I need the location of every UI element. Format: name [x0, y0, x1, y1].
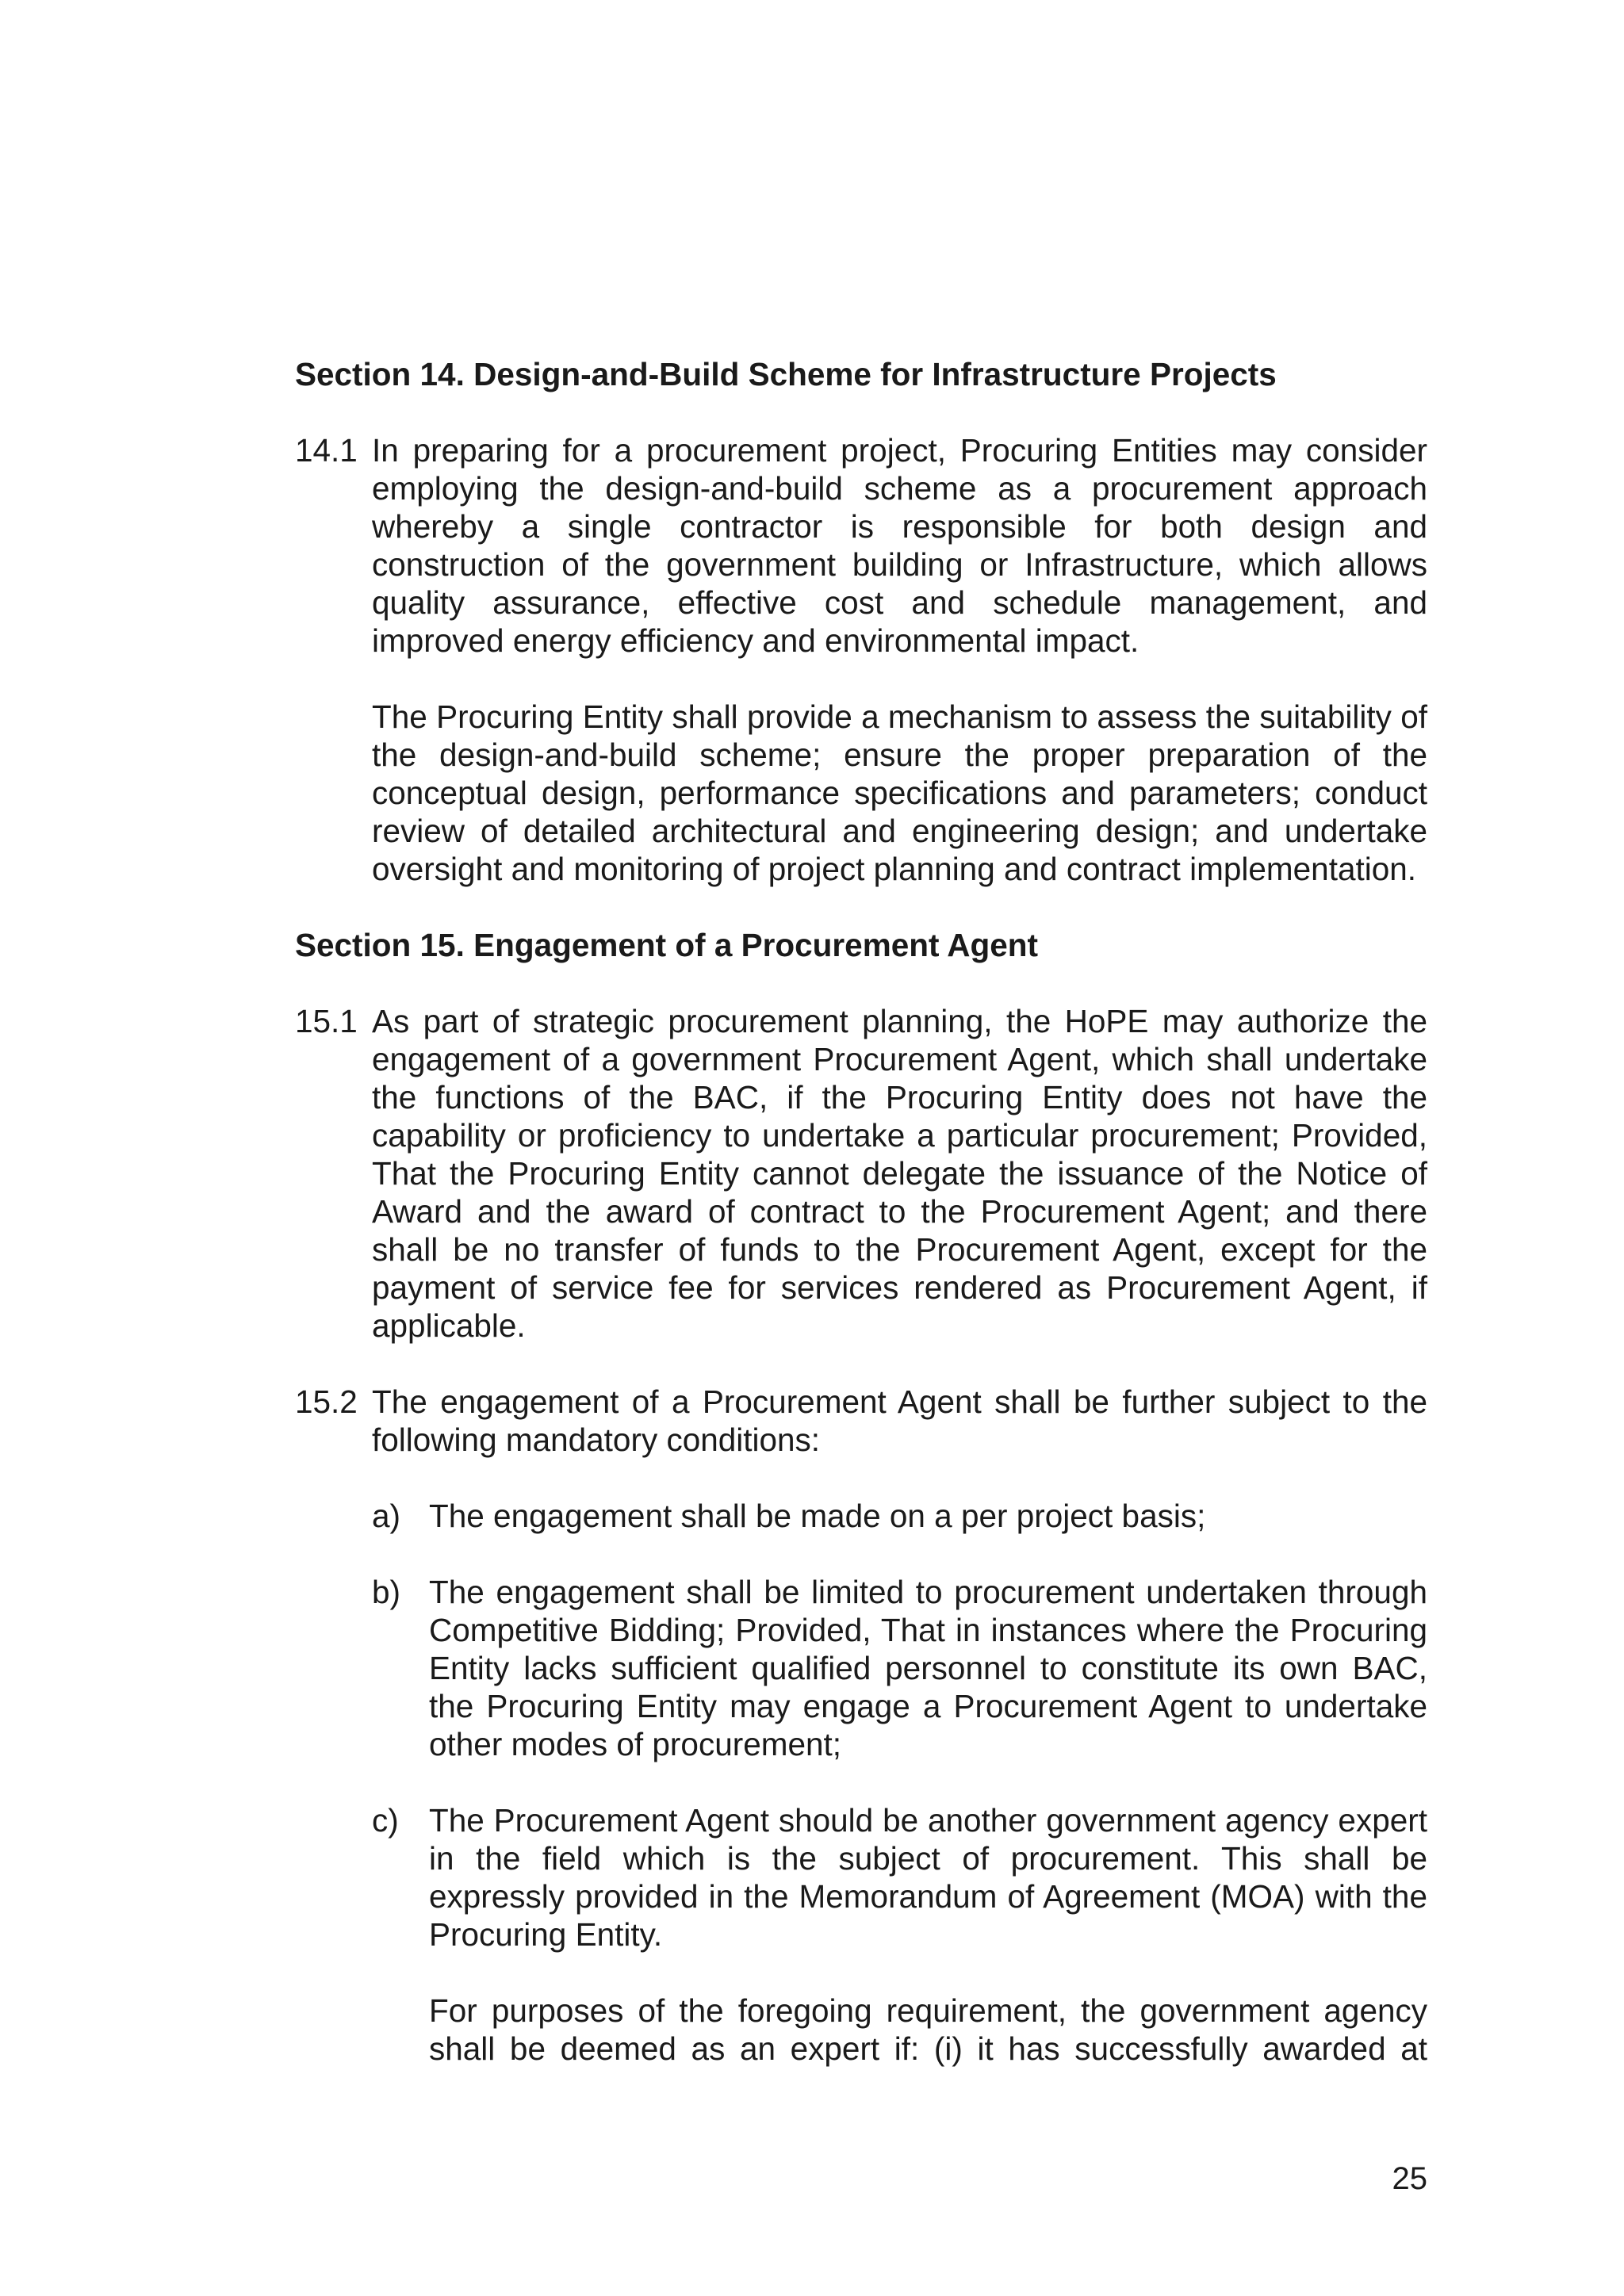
spacer	[295, 964, 1427, 1002]
condition-item-a	[295, 1497, 1427, 1535]
paragraph-14-1-continued	[295, 698, 1427, 888]
paragraph-15-1	[295, 1002, 1427, 1345]
item-letter: a)	[372, 1498, 401, 1534]
item-letter: b)	[372, 1574, 401, 1610]
spacer	[295, 660, 1427, 698]
page-number: 25	[1392, 2161, 1427, 2196]
spacer	[295, 1345, 1427, 1383]
paragraph-number: 14.1	[295, 432, 358, 469]
condition-item-b	[295, 1573, 1427, 1763]
paragraph-15-2	[295, 1383, 1427, 1459]
spacer	[295, 888, 1427, 926]
condition-item-c-continued	[295, 1992, 1427, 2068]
paragraph-text: As part of strategic procurement planning, the HoPE may authorize the engagement of a government Procurement Agent, which shall undertake the functions of the BAC, if the Procuring Entity does not have the capability or proficiency to undertake a particular procurement; Provided, That the Procuring Entity cannot delegate the issuance of the Notice of Award and the award of contract to the Procurement Agent; and there shall be no transfer of funds to the Procurement Agent, except for the payment of service fee for services rendered as Procurement Agent, if applicable.	[372, 1003, 1427, 1344]
paragraph-number: 15.2	[295, 1383, 358, 1420]
paragraph-text: The Procuring Entity shall provide a mechanism to assess the suitability of the design-and-build scheme; ensure the proper preparation of the conceptual design, performance specifications and parameters; conduct review of detailed architectural and engineering design; and undertake oversight and monitoring of project planning and contract implementation.	[372, 698, 1427, 887]
item-letter: c)	[372, 1802, 399, 1839]
document-page	[295, 355, 1427, 2068]
paragraph-text: The engagement of a Procurement Agent shall be further subject to the following mandatory conditions:	[372, 1383, 1427, 1458]
section-15-heading: Section 15. Engagement of a Procurement Agent	[295, 927, 1038, 963]
item-text: The engagement shall be made on a per project basis;	[429, 1498, 1206, 1534]
item-text: For purposes of the foregoing requirement, the government agency shall be deemed as an expert if: (i) it has successfully awarded at	[429, 1992, 1427, 2067]
item-text: The engagement shall be limited to procurement undertaken through Competitive Bidding; Provided, That in instances where the Procuring Entity lacks sufficient qualified personnel to constitute its own BAC, the Procuring Entity may engage a Procurement Agent to undertake other modes of procurement;	[429, 1574, 1427, 1762]
section-14-heading: Section 14. Design-and-Build Scheme for Infrastructure Projects	[295, 356, 1277, 392]
paragraph-number: 15.1	[295, 1003, 358, 1039]
spacer	[295, 1535, 1427, 1573]
paragraph-text: In preparing for a procurement project, Procuring Entities may consider employing the design-and-build scheme as a procurement approach whereby a single contractor is responsible for both design and construction of the government building or Infrastructure, which allows quality assurance, effective cost and schedule management, and improved energy efficiency and environmental impact.	[372, 432, 1427, 659]
spacer	[295, 1954, 1427, 1992]
paragraph-14-1	[295, 431, 1427, 660]
item-text: The Procurement Agent should be another government agency expert in the field which is the subject of procurement. This shall be expressly provided in the Memorandum of Agreement (MOA) with the Procuring Entity.	[429, 1802, 1427, 1953]
spacer	[295, 1459, 1427, 1497]
spacer	[295, 1763, 1427, 1801]
spacer	[295, 393, 1427, 431]
condition-item-c	[295, 1801, 1427, 1954]
